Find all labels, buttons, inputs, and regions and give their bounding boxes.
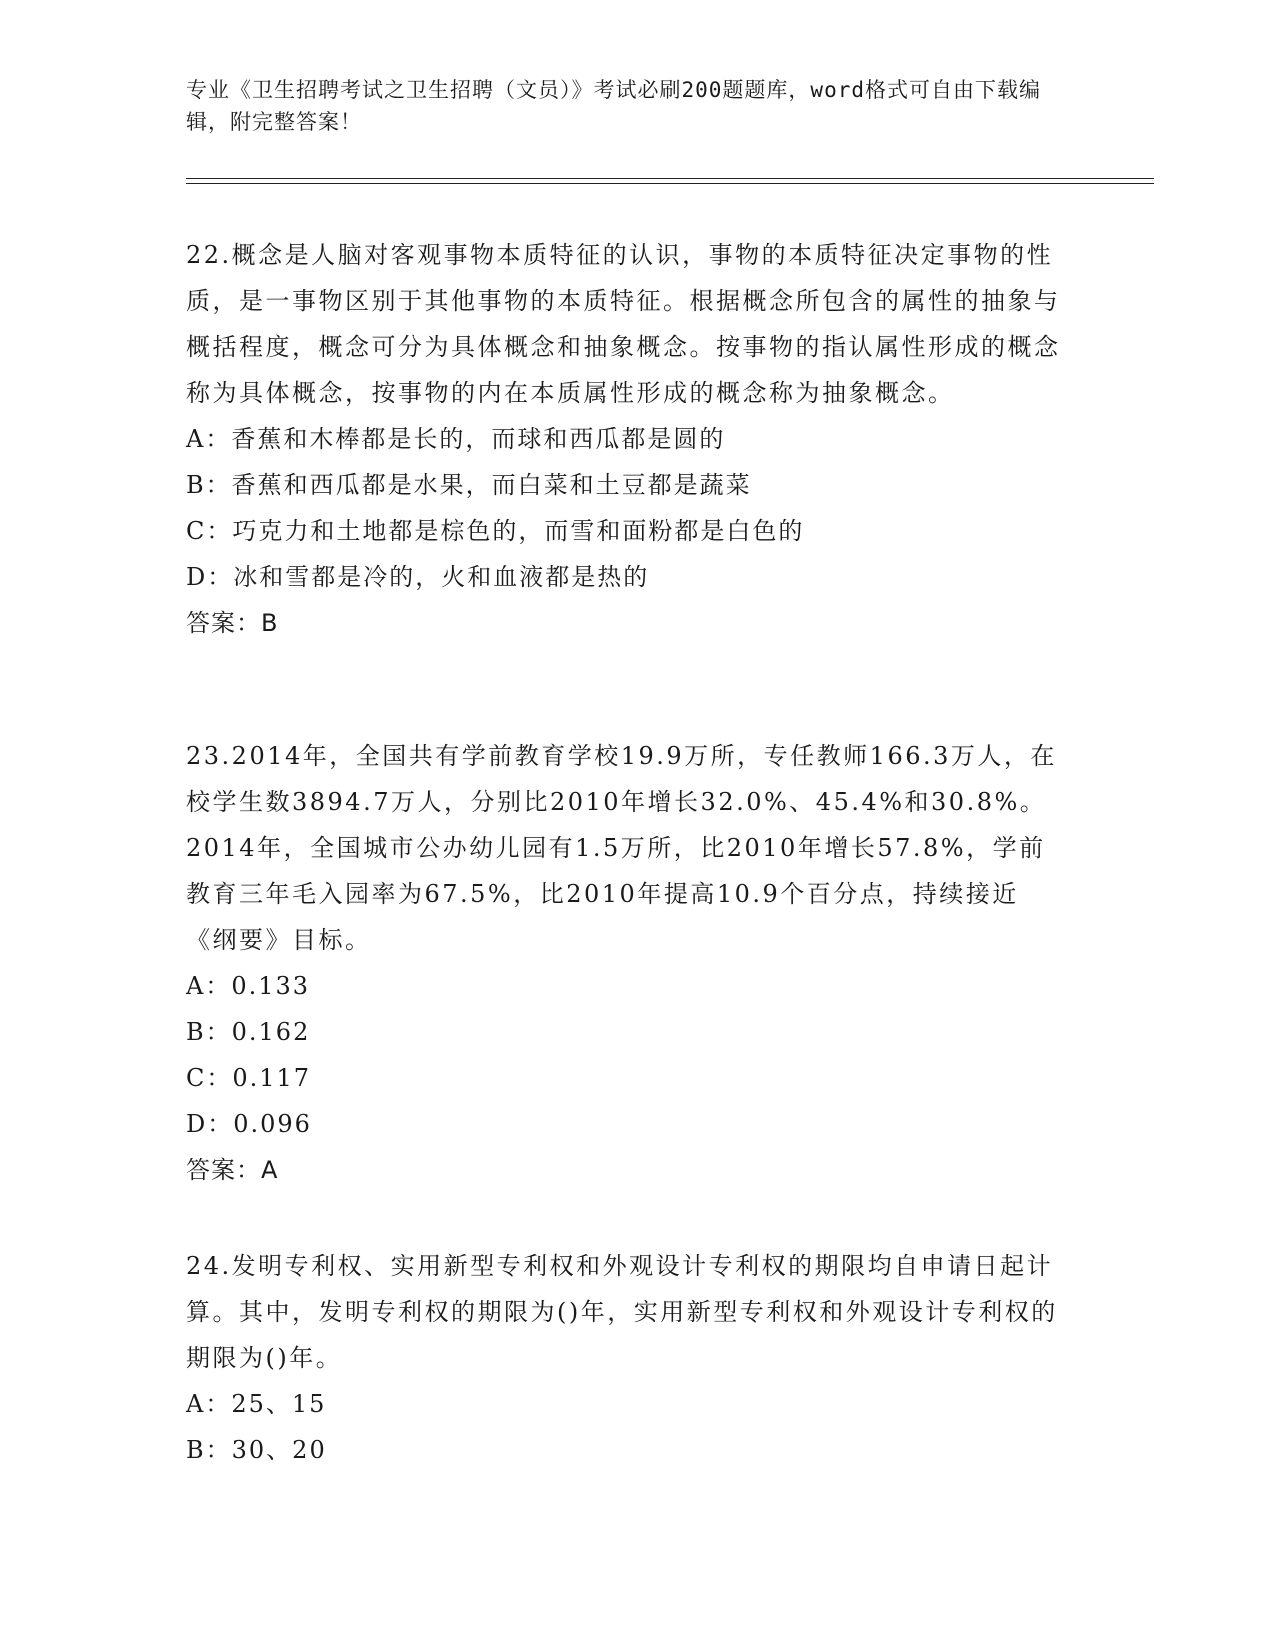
option-b: B：30、20 xyxy=(186,1436,327,1464)
option-d: D：0.096 xyxy=(186,1110,312,1138)
option-b: B：0.162 xyxy=(186,1018,311,1046)
option-d: D：冰和雪都是冷的，火和血液都是热的 xyxy=(186,563,650,591)
question-24 xyxy=(186,1243,1066,1473)
option-b: B：香蕉和西瓜都是水果，而白菜和土豆都是蔬菜 xyxy=(186,471,752,499)
question-text: 23.2014年，全国共有学前教育学校19.9万所，专任教师166.3万人，在校学生数3894.7万人，分别比2010年增长32.0%、45.4%和30.8%。2014年，全国城市公办幼儿园有1.5万所，比2010年增长57.8%，学前教育三年毛入园率为67.5%，比2010年提高10.9个百分点，持续接近《纲要》目标。 xyxy=(186,742,1057,954)
answer-line: 答案：B xyxy=(186,609,279,637)
question-text: 22.概念是人脑对客观事物本质特征的认识，事物的本质特征决定事物的性质，是一事物区别于其他事物的本质特征。根据概念所包含的属性的抽象与概括程度，概念可分为具体概念和抽象概念。按事物的指认属性形成的概念称为具体概念，按事物的内在本质属性形成的概念称为抽象概念。 xyxy=(186,241,1061,407)
header-rule-bottom xyxy=(186,183,1154,184)
option-c: C：巧克力和土地都是棕色的，而雪和面粉都是白色的 xyxy=(186,517,805,545)
answer-line: 答案：A xyxy=(186,1156,279,1184)
option-a: A：0.133 xyxy=(186,972,311,1000)
option-c: C：0.117 xyxy=(186,1064,312,1092)
document-header: 专业《卫生招聘考试之卫生招聘（文员）》考试必刷200题题库，word格式可自由下载编辑，附完整答案！ xyxy=(186,78,1041,134)
header-rule-top xyxy=(186,178,1154,179)
question-23 xyxy=(186,733,1066,1193)
option-a: A：香蕉和木棒都是长的，而球和西瓜都是圆的 xyxy=(186,425,726,453)
option-a: A：25、15 xyxy=(186,1390,327,1418)
question-22 xyxy=(186,232,1066,646)
question-text: 24.发明专利权、实用新型专利权和外观设计专利权的期限均自申请日起计算。其中，发明专利权的期限为()年，实用新型专利权和外观设计专利权的期限为()年。 xyxy=(186,1252,1058,1372)
